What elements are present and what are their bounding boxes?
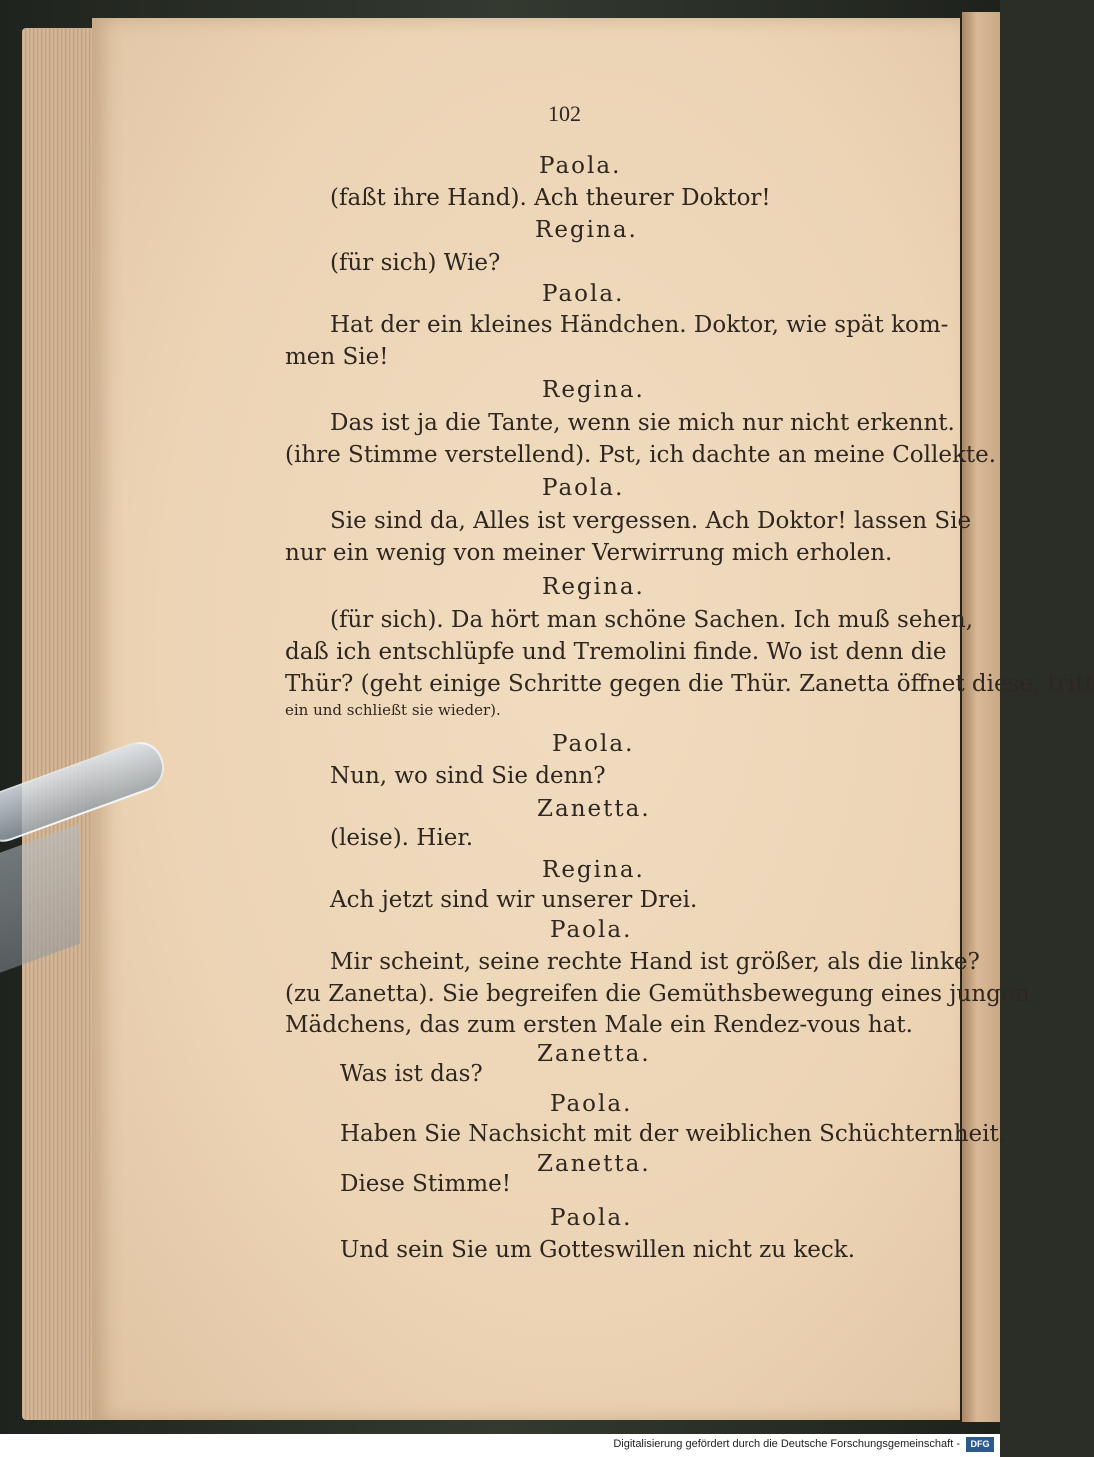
speaker-name: Zanetta.: [537, 796, 651, 822]
speaker-name: Regina.: [542, 857, 645, 883]
dialogue-line: Mir scheint, seine rechte Hand ist größer, als die linke?: [330, 949, 980, 975]
dialogue-line: Was ist das?: [340, 1061, 483, 1087]
dialogue-line: Das ist ja die Tante, wenn sie mich nur nicht erkennt.: [330, 410, 955, 436]
speaker-name: Paola.: [550, 917, 633, 943]
speaker-name: Paola.: [550, 1091, 633, 1117]
speaker-name: Regina.: [535, 217, 638, 243]
dialogue-line: Hat der ein kleines Händchen. Doktor, wie spät kom-: [330, 312, 949, 338]
speaker-name: Paola.: [542, 281, 625, 307]
dialogue-line: men Sie!: [285, 344, 389, 370]
speaker-name: Paola.: [552, 731, 635, 757]
stage-direction: ein und schließt sie wieder).: [285, 701, 501, 719]
dialogue-line: Diese Stimme!: [340, 1171, 511, 1197]
footer-credit: Digitalisierung gefördert durch die Deutsche Forschungsgemeinschaft -: [613, 1438, 960, 1450]
dialogue-line: Thür? (geht einige Schritte gegen die Thür. Zanetta öffnet diese, tritt: [285, 671, 1094, 697]
dialogue-line: Sie sind da, Alles ist vergessen. Ach Doktor! lassen Sie: [330, 508, 972, 534]
speaker-name: Paola.: [539, 153, 622, 179]
dialogue-line: (zu Zanetta). Sie begreifen die Gemüthsbewegung eines jungen: [285, 981, 1030, 1007]
dialogue-line: Ach jetzt sind wir unserer Drei.: [330, 887, 698, 913]
dialogue-line: (für sich). Da hört man schöne Sachen. Ich muß sehen,: [330, 607, 974, 633]
speaker-name: Regina.: [542, 377, 645, 403]
dialogue-line: (für sich) Wie?: [330, 250, 501, 276]
facing-page-edge: [962, 12, 1000, 1422]
book-page-edges: [22, 28, 102, 1420]
speaker-name: Paola.: [542, 475, 625, 501]
book-page: [92, 18, 1094, 1420]
dialogue-line: Haben Sie Nachsicht mit der weiblichen Schüchternheit.: [340, 1121, 1007, 1147]
dialogue-line: daß ich entschlüpfe und Tremolini finde. Wo ist denn die: [285, 639, 947, 665]
dialogue-line: (faßt ihre Hand). Ach theurer Doktor!: [330, 185, 771, 211]
speaker-name: Paola.: [550, 1205, 633, 1231]
dialogue-line: nur ein wenig von meiner Verwirrung mich erholen.: [285, 540, 893, 566]
dfg-logo-icon: DFG: [966, 1437, 994, 1452]
speaker-name: Zanetta.: [537, 1151, 651, 1177]
dialogue-line: (leise). Hier.: [330, 825, 474, 851]
footer-bar: [0, 1434, 1000, 1457]
page-number: 102: [548, 101, 581, 126]
page-text: [92, 18, 1094, 1420]
speaker-name: Regina.: [542, 574, 645, 600]
speaker-name: Zanetta.: [537, 1041, 651, 1067]
dialogue-line: Und sein Sie um Gotteswillen nicht zu keck.: [340, 1237, 856, 1263]
dialogue-line: Mädchens, das zum ersten Male ein Rendez-vous hat.: [285, 1012, 913, 1038]
dialogue-line: (ihre Stimme verstellend). Pst, ich dachte an meine Collekte.: [285, 442, 997, 468]
dialogue-line: Nun, wo sind Sie denn?: [330, 763, 606, 789]
